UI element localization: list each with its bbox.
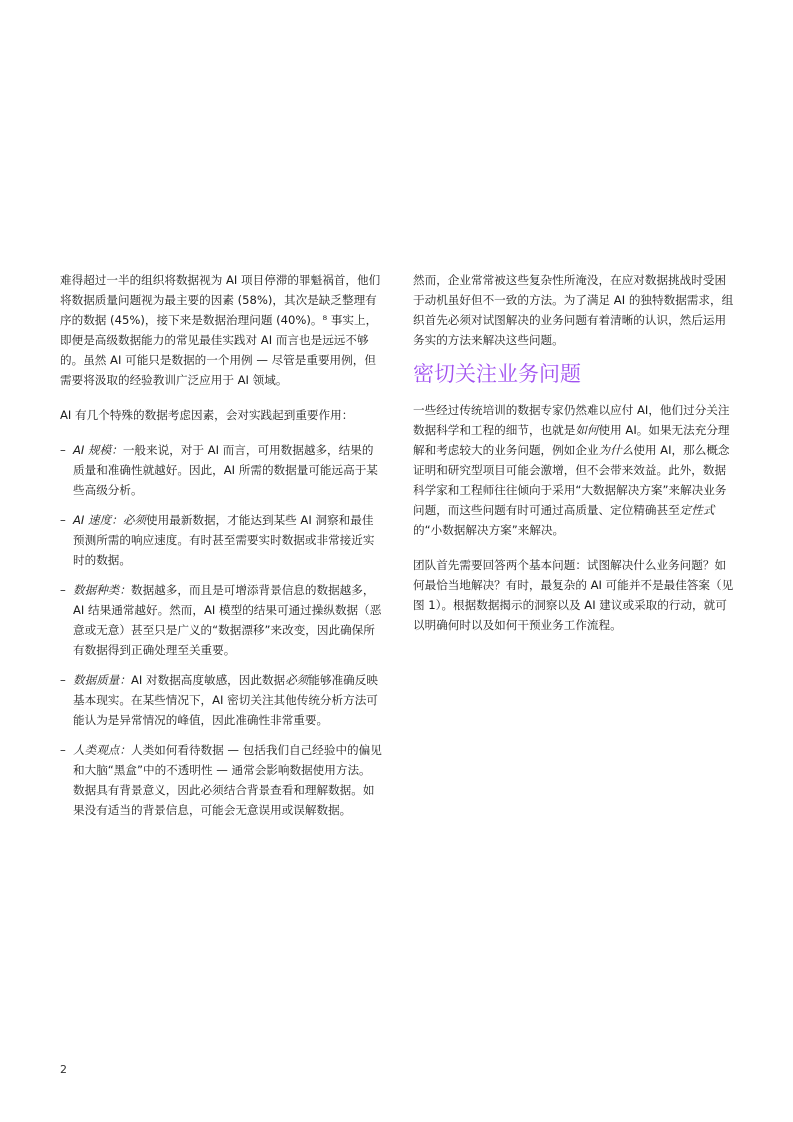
term-human-view: 人类观点： xyxy=(73,743,131,757)
term-data-quality: 数据质量： xyxy=(73,673,131,687)
right-paragraph-2: 一些经过传统培训的数据专家仍然难以应付 AI，他们过分关注数据科学和工程的细节，也就是如何使用 AI。如果无法充分理解和考虑较大的业务问题，例如企业为什么使用 AI，那么概念证明和研究型项目可能会激增，但不会带来效益。此外，数据科学家和工程师往往倾向于采用“大数据解决方案”来解决业务问题，而这些问题有时可通过高质量、定位精确甚至定性式的“小数据解决方案”来解决。 xyxy=(413,403,730,537)
list-item-ai-speed: – AI 速度：必须使用最新数据，才能达到某些 AI 洞察和最佳预测所需的响应速度。有时甚至需要实时数据或非常接近实时的数据。 xyxy=(60,513,375,567)
right-column xyxy=(413,270,735,650)
considerations-list xyxy=(60,440,382,820)
term-ai-scale: AI 规模： xyxy=(73,443,123,457)
left-column xyxy=(60,270,382,830)
right-paragraph-3: 团队首先需要回答两个基本问题：试图解决什么业务问题？如何最恰当地解决？有时，最复杂的 AI 可能并不是最佳答案（见图 1）。根据数据揭示的洞察以及 AI 建议或采取的行动，就可以明确何时以及如何干预业务工作流程。 xyxy=(413,558,734,632)
list-item-data-variety: – 数据种类：数据越多，而且是可增添背景信息的数据越多，AI 结果通常越好。然而，AI 模型的结果可通过操纵数据（恶意或无意）甚至只是广义的“数据漂移”来改变，因此确保所有数据得到正确处理至关重要。 xyxy=(60,583,382,657)
term-data-variety: 数据种类： xyxy=(73,583,131,597)
section-heading: 密切关注业务问题 xyxy=(413,362,581,386)
left-paragraph-2: AI 有几个特殊的数据考虑因素，会对实践起到重要作用： xyxy=(60,408,354,422)
left-paragraph-1: 难得超过一半的组织将数据视为 AI 项目停滞的罪魁祸首，他们将数据质量问题视为最主要的因素 (58%)，其次是缺乏整理有序的数据 (45%)，接下来是数据治理问题 (40%)。⁸ 事实上，即便是高级数据能力的常见最佳实践对 AI 而言也是远远不够的。虽然 AI 可能只是数据的一个用例 — 尽管是重要用例，但需要将汲取的经验教训广泛应用于 AI 领域。 xyxy=(60,273,381,387)
list-item-ai-scale: – AI 规模：一般来说，对于 AI 而言，可用数据越多，结果的质量和准确性就越好。因此，AI 所需的数据量可能远高于某些高级分析。 xyxy=(60,443,378,497)
page-number: 2 xyxy=(60,1063,67,1076)
list-item-data-quality: – 数据质量：AI 对数据高度敏感，因此数据必须能够准确反映基本现实。在某些情况下，AI 密切关注其他传统分析方法可能认为是异常情况的峰值，因此准确性非常重要。 xyxy=(60,673,378,727)
right-paragraph-1: 然而，企业常常被这些复杂性所淹没，在应对数据挑战时受困于动机虽好但不一致的方法。为了满足 AI 的独特数据需求，组织首先必须对试图解决的业务问题有着清晰的认识，然后运用务实的方法来解决这些问题。 xyxy=(413,273,734,347)
term-ai-speed: AI 速度： xyxy=(73,513,123,527)
list-item-human-view: – 人类观点：人类如何看待数据 — 包括我们自己经验中的偏见和大脑“黑盒”中的不透明性 — 通常会影响数据使用方法。数据具有背景意义，因此必须结合背景查看和理解数据。如果没有适当的背景信息，可能会无意误用或误解数据。 xyxy=(60,743,382,817)
